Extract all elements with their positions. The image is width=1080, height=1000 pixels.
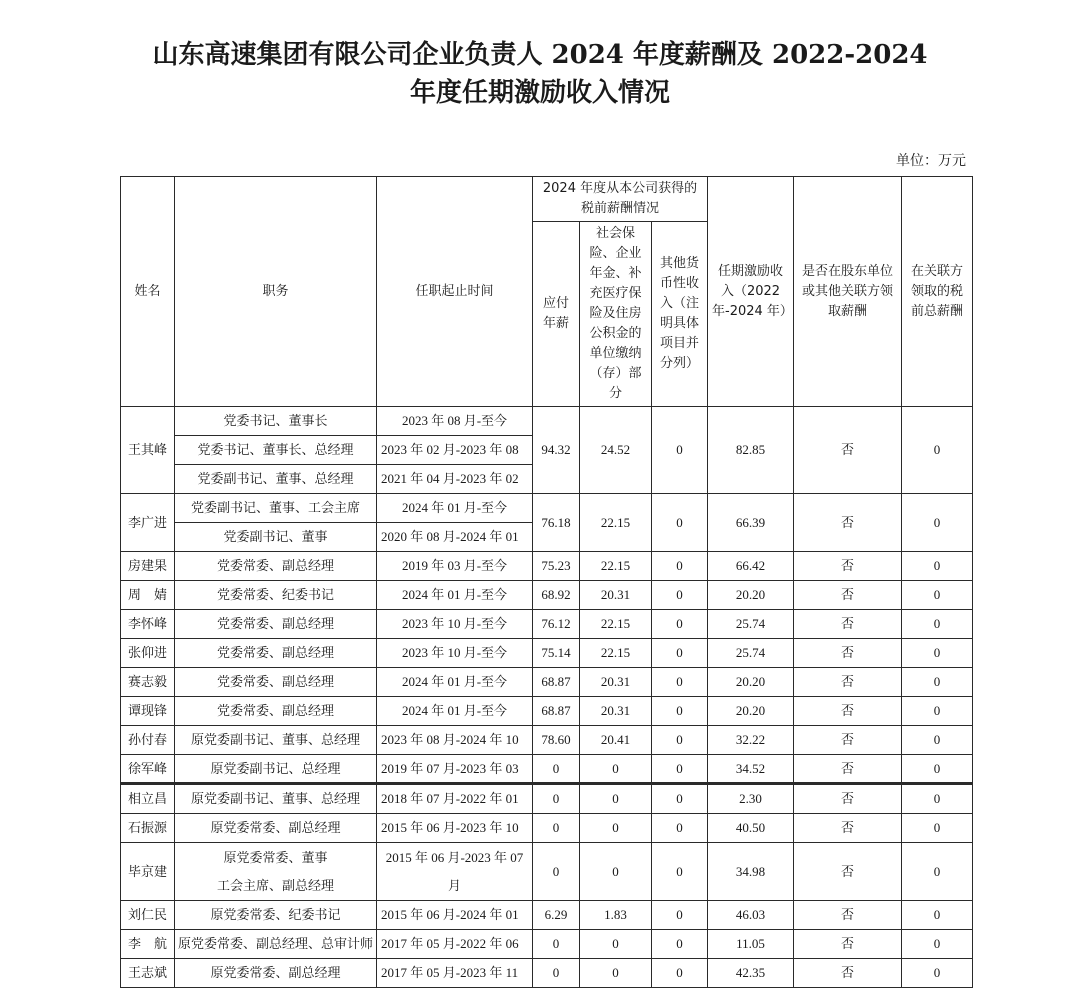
table-row — [121, 697, 973, 726]
cell-insurance: 20.31 — [580, 581, 652, 610]
header-shareholder-pay: 是否在股东单位或其他关联方领取薪酬 — [794, 177, 902, 407]
cell-term: 2019 年 07 月-2023 年 03 — [377, 755, 533, 784]
cell-insurance: 0 — [580, 930, 652, 959]
cell-position: 党委常委、纪委书记 — [175, 581, 377, 610]
cell-salary: 75.23 — [533, 552, 580, 581]
header-position: 职务 — [175, 177, 377, 407]
cell-incentive: 20.20 — [708, 668, 794, 697]
cell-insurance: 20.31 — [580, 697, 652, 726]
cell-related: 0 — [902, 552, 973, 581]
cell-insurance: 22.15 — [580, 639, 652, 668]
header-term: 任职起止时间 — [377, 177, 533, 407]
header-name: 姓名 — [121, 177, 175, 407]
cell-term: 2019 年 03 月-至今 — [377, 552, 533, 581]
cell-shareholder: 否 — [794, 668, 902, 697]
cell-insurance: 20.41 — [580, 726, 652, 755]
cell-name: 李 航 — [121, 930, 175, 959]
cell-term — [377, 843, 533, 901]
cell-salary: 68.92 — [533, 581, 580, 610]
cell-name: 王其峰 — [121, 407, 175, 494]
cell-term: 2023 年 10 月-至今 — [377, 639, 533, 668]
cell-position: 党委常委、副总经理 — [175, 610, 377, 639]
header-social-insurance: 社会保险、企业年金、补充医疗保险及住房公积金的单位缴纳（存）部分 — [580, 222, 652, 407]
cell-salary: 0 — [533, 843, 580, 901]
position-line: 工会主席、副总经理 — [216, 877, 334, 893]
cell-shareholder: 否 — [794, 726, 902, 755]
table-row — [121, 930, 973, 959]
cell-position: 党委书记、董事长、总经理 — [175, 436, 377, 465]
cell-related: 0 — [902, 610, 973, 639]
cell-other: 0 — [652, 697, 708, 726]
cell-related: 0 — [902, 697, 973, 726]
cell-incentive: 20.20 — [708, 697, 794, 726]
cell-term: 2023 年 08 月-2024 年 10 — [377, 726, 533, 755]
header-incentive: 任期激励收入（2022 年-2024 年） — [708, 177, 794, 407]
cell-name: 相立昌 — [121, 784, 175, 814]
cell-related: 0 — [902, 494, 973, 552]
cell-shareholder: 否 — [794, 494, 902, 552]
cell-incentive: 34.52 — [708, 755, 794, 784]
title-line-1: 山东高速集团有限公司企业负责人 2024 年度薪酬及 2022-2024 — [152, 40, 928, 70]
compensation-table — [120, 176, 973, 988]
table-row — [121, 959, 973, 988]
cell-insurance: 22.15 — [580, 610, 652, 639]
cell-term: 2024 年 01 月-至今 — [377, 697, 533, 726]
cell-incentive: 40.50 — [708, 814, 794, 843]
cell-insurance: 20.31 — [580, 668, 652, 697]
cell-name: 房建果 — [121, 552, 175, 581]
cell-shareholder: 否 — [794, 581, 902, 610]
position-line: 原党委常委、董事 — [223, 849, 328, 865]
cell-term: 2024 年 01 月-至今 — [377, 494, 533, 523]
cell-shareholder: 否 — [794, 959, 902, 988]
cell-incentive: 11.05 — [708, 930, 794, 959]
cell-name: 孙付春 — [121, 726, 175, 755]
table-row — [121, 552, 973, 581]
cell-name: 周 婧 — [121, 581, 175, 610]
cell-name: 赛志毅 — [121, 668, 175, 697]
cell-related: 0 — [902, 784, 973, 814]
cell-term: 2024 年 01 月-至今 — [377, 581, 533, 610]
table-row — [121, 814, 973, 843]
table-row — [121, 726, 973, 755]
cell-other: 0 — [652, 610, 708, 639]
cell-other: 0 — [652, 930, 708, 959]
cell-other: 0 — [652, 407, 708, 494]
table-row — [121, 407, 973, 436]
cell-related: 0 — [902, 726, 973, 755]
unit-label: 单位：万元 — [896, 153, 966, 169]
cell-other: 0 — [652, 814, 708, 843]
cell-term: 2015 年 06 月-2024 年 01 — [377, 901, 533, 930]
table-row — [121, 843, 973, 901]
header-annual-salary: 应付年薪 — [533, 222, 580, 407]
cell-incentive: 20.20 — [708, 581, 794, 610]
cell-insurance: 0 — [580, 784, 652, 814]
cell-related: 0 — [902, 959, 973, 988]
cell-shareholder: 否 — [794, 407, 902, 494]
cell-incentive: 46.03 — [708, 901, 794, 930]
header-salary-group: 2024 年度从本公司获得的税前薪酬情况 — [533, 177, 708, 222]
cell-related: 0 — [902, 668, 973, 697]
cell-other: 0 — [652, 843, 708, 901]
cell-name: 毕京建 — [121, 843, 175, 901]
cell-related: 0 — [902, 814, 973, 843]
cell-other: 0 — [652, 581, 708, 610]
table-row — [121, 755, 973, 784]
cell-incentive: 34.98 — [708, 843, 794, 901]
cell-term: 2023 年 10 月-至今 — [377, 610, 533, 639]
cell-name: 张仰进 — [121, 639, 175, 668]
cell-salary: 78.60 — [533, 726, 580, 755]
cell-position: 党委常委、副总经理 — [175, 697, 377, 726]
cell-related: 0 — [902, 843, 973, 901]
cell-position: 原党委常委、副总经理 — [175, 959, 377, 988]
table-row — [121, 494, 973, 523]
cell-name: 刘仁民 — [121, 901, 175, 930]
cell-salary: 0 — [533, 930, 580, 959]
table-row — [121, 901, 973, 930]
cell-other: 0 — [652, 494, 708, 552]
cell-related: 0 — [902, 407, 973, 494]
cell-name: 石振源 — [121, 814, 175, 843]
cell-insurance: 0 — [580, 959, 652, 988]
cell-incentive: 82.85 — [708, 407, 794, 494]
cell-name: 谭现锋 — [121, 697, 175, 726]
cell-other: 0 — [652, 959, 708, 988]
cell-other: 0 — [652, 901, 708, 930]
cell-salary: 76.18 — [533, 494, 580, 552]
cell-name: 李怀峰 — [121, 610, 175, 639]
cell-term: 2024 年 01 月-至今 — [377, 668, 533, 697]
cell-position: 党委副书记、董事 — [175, 523, 377, 552]
cell-related: 0 — [902, 901, 973, 930]
cell-position: 党委常委、副总经理 — [175, 552, 377, 581]
title-line-2: 年度任期激励收入情况 — [409, 78, 670, 108]
cell-salary: 76.12 — [533, 610, 580, 639]
cell-position: 原党委常委、副总经理 — [175, 814, 377, 843]
term-line: 月 — [447, 877, 461, 893]
cell-related: 0 — [902, 639, 973, 668]
cell-incentive: 25.74 — [708, 639, 794, 668]
cell-shareholder: 否 — [794, 639, 902, 668]
cell-position: 原党委副书记、董事、总经理 — [175, 784, 377, 814]
cell-position: 党委常委、副总经理 — [175, 639, 377, 668]
table-row — [121, 668, 973, 697]
cell-position: 党委副书记、董事、总经理 — [175, 465, 377, 494]
cell-other: 0 — [652, 784, 708, 814]
cell-salary: 68.87 — [533, 668, 580, 697]
cell-name: 王志斌 — [121, 959, 175, 988]
cell-incentive: 32.22 — [708, 726, 794, 755]
cell-insurance: 22.15 — [580, 552, 652, 581]
cell-incentive: 2.30 — [708, 784, 794, 814]
term-line: 2015 年 06 月-2023 年 07 — [385, 849, 524, 865]
cell-salary: 0 — [533, 959, 580, 988]
table-row — [121, 639, 973, 668]
header-related-total: 在关联方领取的税前总薪酬 — [902, 177, 973, 407]
cell-salary: 6.29 — [533, 901, 580, 930]
header-other-income: 其他货币性收入（注明具体项目并分列） — [652, 222, 708, 407]
cell-related: 0 — [902, 930, 973, 959]
cell-other: 0 — [652, 639, 708, 668]
cell-other: 0 — [652, 552, 708, 581]
cell-shareholder: 否 — [794, 697, 902, 726]
cell-insurance: 1.83 — [580, 901, 652, 930]
cell-shareholder: 否 — [794, 843, 902, 901]
cell-shareholder: 否 — [794, 552, 902, 581]
cell-other: 0 — [652, 755, 708, 784]
cell-related: 0 — [902, 581, 973, 610]
cell-position: 原党委副书记、董事、总经理 — [175, 726, 377, 755]
cell-salary: 0 — [533, 814, 580, 843]
cell-term: 2017 年 05 月-2022 年 06 — [377, 930, 533, 959]
cell-insurance: 24.52 — [580, 407, 652, 494]
cell-salary: 75.14 — [533, 639, 580, 668]
cell-name: 李广进 — [121, 494, 175, 552]
cell-term: 2015 年 06 月-2023 年 10 — [377, 814, 533, 843]
cell-position: 党委书记、董事长 — [175, 407, 377, 436]
cell-position: 原党委副书记、总经理 — [175, 755, 377, 784]
cell-shareholder: 否 — [794, 814, 902, 843]
cell-term: 2021 年 04 月-2023 年 02 — [377, 465, 533, 494]
cell-related: 0 — [902, 755, 973, 784]
cell-salary: 68.87 — [533, 697, 580, 726]
table-row — [121, 784, 973, 814]
cell-position: 党委副书记、董事、工会主席 — [175, 494, 377, 523]
cell-salary: 0 — [533, 784, 580, 814]
cell-term: 2023 年 08 月-至今 — [377, 407, 533, 436]
cell-incentive: 25.74 — [708, 610, 794, 639]
cell-insurance: 0 — [580, 755, 652, 784]
cell-position — [175, 843, 377, 901]
cell-insurance: 22.15 — [580, 494, 652, 552]
cell-other: 0 — [652, 668, 708, 697]
cell-term: 2018 年 07 月-2022 年 01 — [377, 784, 533, 814]
cell-term: 2023 年 02 月-2023 年 08 — [377, 436, 533, 465]
cell-insurance: 0 — [580, 814, 652, 843]
cell-shareholder: 否 — [794, 610, 902, 639]
cell-shareholder: 否 — [794, 901, 902, 930]
cell-name: 徐军峰 — [121, 755, 175, 784]
cell-position: 党委常委、副总经理 — [175, 668, 377, 697]
cell-shareholder: 否 — [794, 755, 902, 784]
cell-salary: 94.32 — [533, 407, 580, 494]
cell-incentive: 66.39 — [708, 494, 794, 552]
cell-position: 原党委常委、纪委书记 — [175, 901, 377, 930]
cell-term: 2017 年 05 月-2023 年 11 — [377, 959, 533, 988]
cell-incentive: 42.35 — [708, 959, 794, 988]
cell-salary: 0 — [533, 755, 580, 784]
cell-shareholder: 否 — [794, 784, 902, 814]
cell-insurance: 0 — [580, 843, 652, 901]
cell-other: 0 — [652, 726, 708, 755]
cell-incentive: 66.42 — [708, 552, 794, 581]
document-title — [0, 36, 1080, 112]
table-row — [121, 610, 973, 639]
cell-term: 2020 年 08 月-2024 年 01 — [377, 523, 533, 552]
cell-shareholder: 否 — [794, 930, 902, 959]
cell-position: 原党委常委、副总经理、总审计师 — [175, 930, 377, 959]
table-row — [121, 581, 973, 610]
